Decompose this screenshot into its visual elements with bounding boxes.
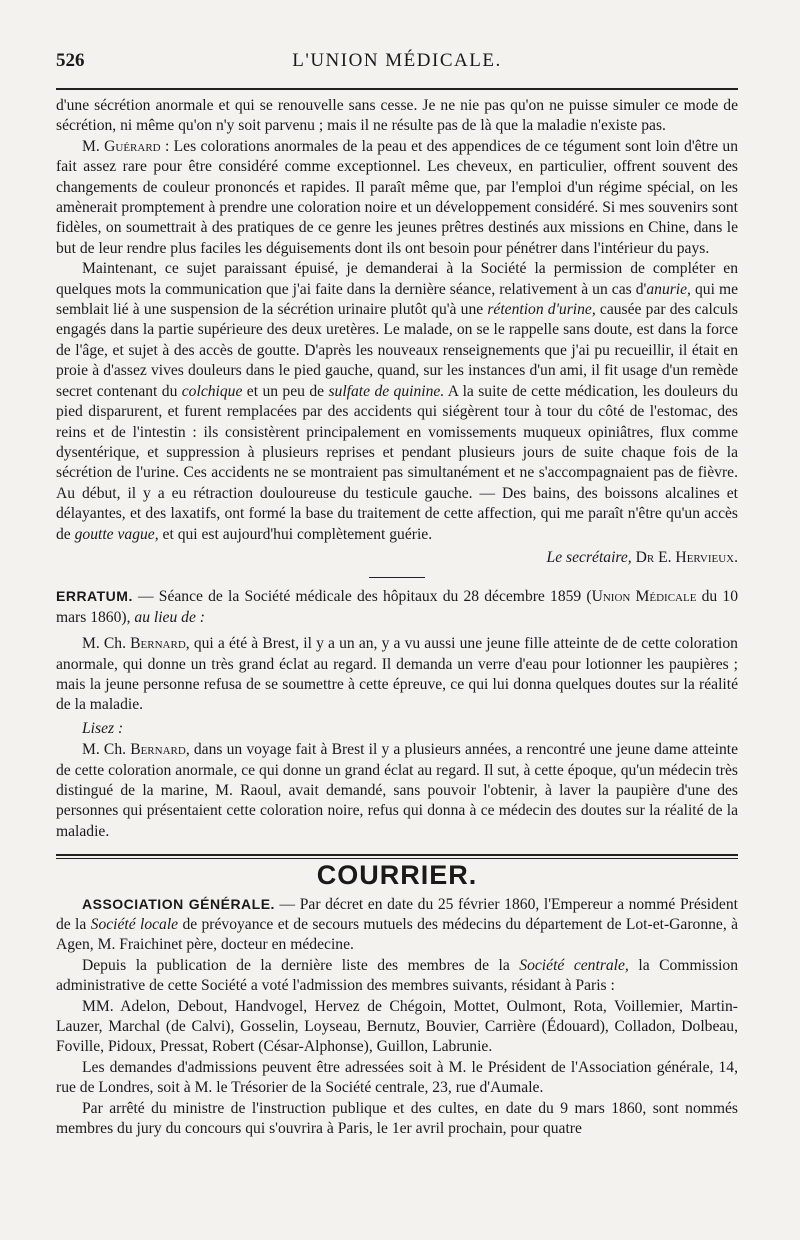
- speaker-name: M. Guérard: [82, 137, 161, 155]
- italic-term: Lisez :: [82, 719, 124, 737]
- italic-term: Société centrale,: [519, 956, 629, 974]
- erratum-correct-text: [56, 740, 738, 842]
- text-span: , dans un voyage fait à Brest il y a plusieurs années, a rencontré une jeune dame atteinte de cette coloration anormale, ce qui donne un grand éclat au regard. Il sut, à cette époque, qu'un médecin très distingué de la marine, M. Raoul, avait demandé, sans pouvoir l'obtenir, à laver la paupière d'une des personnes qui présentaient cette coloration noire, refus qui donna à ce médecin des doutes sur la réalité de la maladie.: [56, 741, 738, 840]
- text-span: — Par décret en date du 25 février 1860, l'Empereur a nommé Président de la: [56, 895, 738, 934]
- section-title-courrier: COURRIER.: [316, 860, 478, 891]
- paragraph-text: : Les colorations anormales de la peau et des appendices de ce tégument sont loin d'être un fait assez rare pour être considéré comme exceptionnel. Les cheveux, en particulier, offrent souvent des changements de couleur prononcés et rapides. Il paraît même que, par l'emploi d'un régime spécial, on les amènerait promptement à prendre une coloration noire et un développement considéré. Si mes souvenirs sont fidèles, on soumettrait à des pratiques de ce genre les jeunes prêtres destinés aux missions en Chine, dans le but de leur rendre plus faciles les déguisements dont ils ont besoin pour pénétrer dans l'intérieur du pays.: [56, 137, 738, 257]
- paragraph-guerard: [56, 137, 738, 259]
- italic-term: rétention d'urine,: [487, 301, 596, 319]
- section-divider: [369, 577, 425, 578]
- section-double-rule: [56, 854, 738, 859]
- article-body: [56, 96, 738, 1140]
- signature-name: Dr E. Hervieux.: [631, 548, 738, 566]
- erratum-wrong-text: [56, 634, 738, 716]
- text-span: — Séance de la Société médicale des hôpitaux du 28 décembre 1859 (: [132, 588, 592, 606]
- page-header: [56, 50, 738, 76]
- text-span: du 10 mars 1860),: [56, 588, 738, 626]
- italic-term: anurie,: [646, 280, 691, 298]
- italic-term: Société locale: [90, 916, 179, 934]
- journal-title: L'UNION MÉDICALE.: [292, 50, 502, 71]
- italic-term: sulfate de quinine.: [328, 382, 445, 400]
- courrier-paragraph-2: [56, 956, 738, 997]
- person-name: Bernard: [130, 741, 186, 759]
- erratum-lisez: [82, 719, 738, 739]
- text-span: A la suite de cette médication, les douleurs du pied disparurent, et furent remplacées par des accidents qui siégèrent tour à tour du côté de l'estomac, des reins et de l'intestin : ils consistèrent principalement en vomissements muqueux opiniâtres, flux comme dysentérique, et suppression à plusieurs reprises et pendant plusieurs jours de suite chaque fois de la sécrétion de l'urine. Ces accidents ne se montraient pas simultanément et ne s'accompagnaient pas de fièvre. Au début, il y a eu rétraction douloureuse du testicule gauche. — Des bains, des boissons alcalines et délayantes, et des laxatifs, ont formé la base du traitement de cette affection, qui me paraît n'être qu'un accès de: [56, 382, 738, 543]
- italic-term: au lieu de :: [134, 608, 205, 626]
- journal-name: Union Médicale: [591, 588, 697, 606]
- signature: [56, 548, 738, 568]
- person-name: Bernard: [130, 635, 186, 653]
- page-number: 526: [56, 50, 85, 71]
- italic-term: goutte vague,: [74, 525, 159, 543]
- courrier-paragraph-5: Par arrêté du ministre de l'instruction publique et des cultes, en date du 9 mars 1860, sont nommés membres du jury du concours qui s'ouvrira à Paris, le 1er avril prochain, pour quatre: [56, 1099, 738, 1138]
- text-span: et qui est aujourd'hui complètement guérie.: [158, 525, 433, 543]
- erratum-kicker: ERRATUM.: [56, 588, 133, 605]
- courrier-member-list: MM. Adelon, Debout, Handvogel, Hervez de Chégoin, Mottet, Oulmont, Rota, Voillemier, Martin-Lauzer, Marchal (de Calvi), Gosselin, Loyseau, Bernutz, Bouvier, Carrière (Édouard), Colladon, Dolbeau, Foville, Pidoux, Pressat, Robert (César-Alphonse), Guillon, Labrunie.: [56, 997, 738, 1056]
- courrier-paragraph-4: Les demandes d'admissions peuvent être adressées soit à M. le Président de l'Association générale, 14, rue de Londres, soit à M. le Trésorier de la Société centrale, 23, rue d'Aumale.: [56, 1058, 738, 1097]
- signature-role: Le secrétaire,: [546, 548, 632, 566]
- text-span: causée par des calculs engagés dans la partie supérieure des deux uretères. Le malade, on se le rappelle sans doute, est dans la force de l'âge, et sujet à des accès de goutte. D'après les nouveaux renseignements que j'ai pu recueillir, il était en proie à d'assez vives douleurs dans le pied gauche, quand, sur les instances d'un ami, il fit usage d'un remède secret contenant du: [56, 301, 738, 400]
- erratum-heading: [56, 586, 738, 628]
- text-span: M. Ch.: [82, 741, 131, 759]
- paragraph-continuation: d'une sécrétion anormale et qui se renouvelle sans cesse. Je ne nie pas qu'on ne puisse simuler ce mode de sécrétion, ni même qu'on n'y soit parvenu ; mais il ne résulte pas de là que la maladie n'existe pas.: [56, 97, 738, 135]
- text-span: , qui a été à Brest, il y a un an, y a vu aussi une jeune fille atteinte de de cette coloration anormale, qui donne un très grand éclat au regard. Il demanda un verre d'eau pour lotionner les paupières ; mais la jeune personne refusa de se soumettre à cette épreuve, ce qui lui donna quelques doutes sur la réalité de la maladie.: [56, 635, 738, 714]
- text-span: Maintenant, ce sujet paraissant épuisé, je demanderai à la Société la permission de compléter en quelques mots la communication que j'ai faite dans la dernière séance, relativement à un cas d': [56, 260, 738, 298]
- courrier-kicker: ASSOCIATION GÉNÉRALE.: [82, 895, 275, 912]
- italic-term: colchique: [181, 382, 243, 400]
- text-span: la Commission administrative de cette Société a voté l'admission des membres suivants, résidant à Paris :: [56, 956, 738, 995]
- text-span: et un peu de: [242, 382, 329, 400]
- paragraph-anurie: [56, 259, 738, 545]
- courrier-paragraph-1: [56, 894, 738, 956]
- text-span: qui me semblait lié à une suspension de la sécrétion urinaire plutôt qu'à une: [56, 280, 738, 319]
- text-span: de prévoyance et de secours mutuels des médecins du département de Lot-et-Garonne, à Agen, M. Fraichinet père, docteur en médecine.: [56, 916, 738, 954]
- text-span: M. Ch.: [82, 635, 131, 653]
- text-span: Depuis la publication de la dernière liste des membres de la: [82, 956, 520, 974]
- header-rule: [56, 88, 738, 90]
